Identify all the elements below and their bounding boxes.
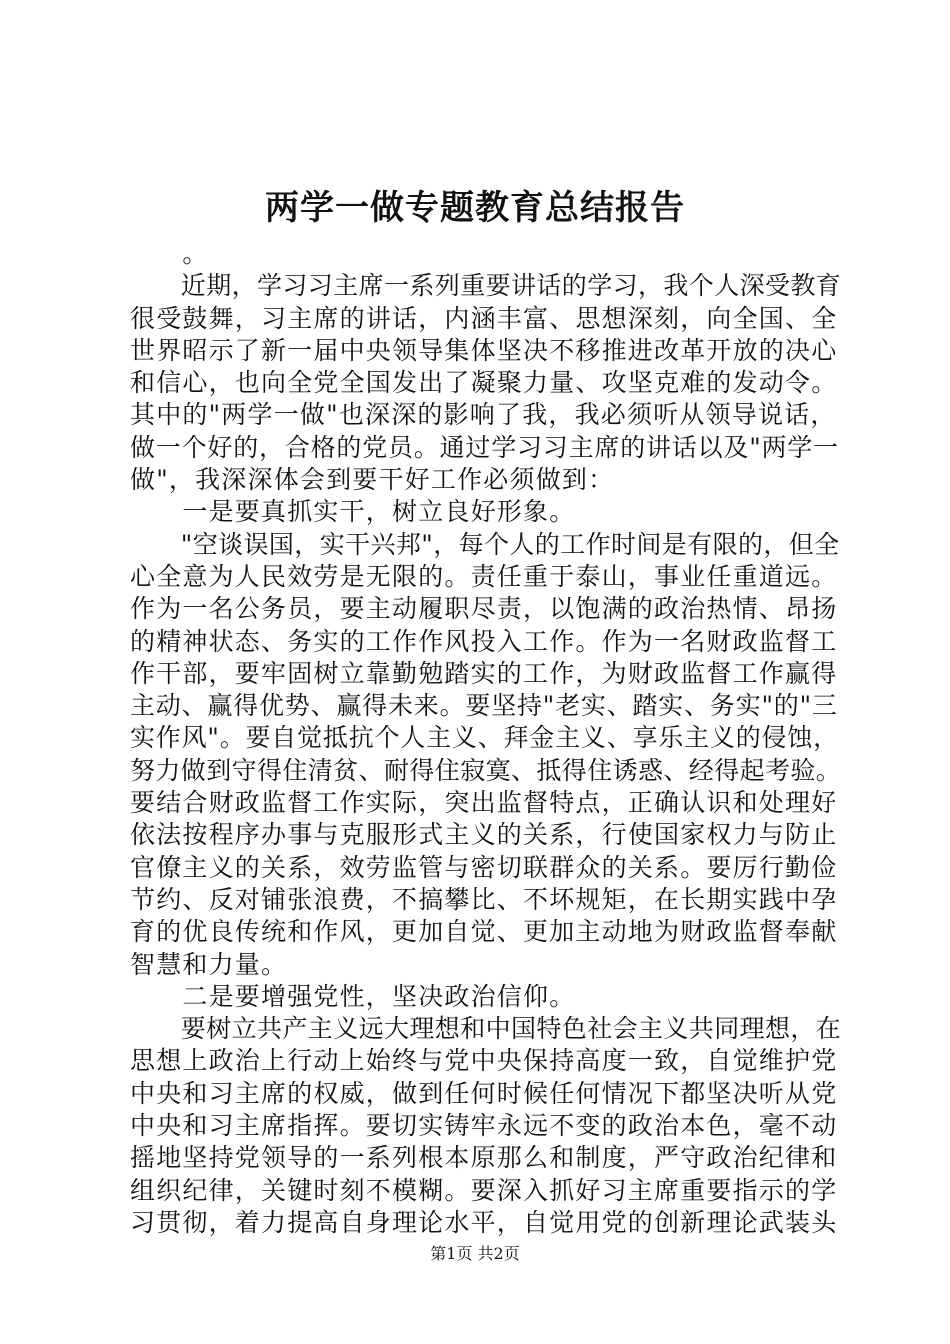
document-body xyxy=(130,238,842,1239)
body-line: 作干部，要牢固树立靠勤勉踏实的工作，为财政监督工作赢得 xyxy=(130,658,838,688)
page-number: 第1页 共2页 xyxy=(430,1244,520,1263)
body-line: 做"，我深深体会到要干好工作必须做到： xyxy=(130,465,615,495)
body-line: 世界昭示了新一届中央领导集体坚决不移推进改革开放的决心 xyxy=(130,335,838,365)
body-line: 习贯彻，着力提高自身理论水平，自觉用党的创新理论武装头 xyxy=(130,1207,838,1237)
body-line: "空谈误国，实干兴邦"，每个人的工作时间是有限的，但全 xyxy=(130,529,840,559)
body-line: 智慧和力量。 xyxy=(130,949,288,979)
body-line: 作为一名公务员，要主动履职尽责，以饱满的政治热情、昂扬 xyxy=(130,594,838,624)
body-line: 依法按程序办事与克服形式主义的关系，行使国家权力与防止 xyxy=(130,820,838,850)
body-line: 官僚主义的关系，效劳监管与密切联群众的关系。要厉行勤俭 xyxy=(130,852,838,882)
body-line: 要结合财政监督工作实际，突出监督特点，正确认识和处理好 xyxy=(130,788,838,818)
body-line: 育的优良传统和作风，更加自觉、更加主动地为财政监督奉献 xyxy=(130,917,838,947)
body-line: 。 xyxy=(130,239,209,268)
body-line: 要树立共产主义远大理想和中国特色社会主义共同理想，在 xyxy=(130,1014,842,1044)
body-line: 思想上政治上行动上始终与党中央保持高度一致，自觉维护党 xyxy=(130,1046,838,1076)
document-title: 两学一做专题教育总结报告 xyxy=(265,188,685,228)
body-line: 实作风"。要自觉抵抗个人主义、拜金主义、享乐主义的侵蚀， xyxy=(130,723,839,753)
body-line: 心全意为人民效劳是无限的。责任重于泰山，事业任重道远。 xyxy=(130,561,838,591)
body-line: 主动、赢得优势、赢得未来。要坚持"老实、踏实、务实"的"三 xyxy=(130,691,838,721)
body-line: 努力做到守得住清贫、耐得住寂寞、抵得住诱惑、经得起考验。 xyxy=(130,755,842,785)
body-line: 二是要增强党性，坚决政治信仰。 xyxy=(130,981,576,1011)
body-line: 节约、反对铺张浪费，不搞攀比、不坏规矩，在长期实践中孕 xyxy=(130,884,838,914)
body-line: 中央和习主席指挥。要切实铸牢永远不变的政治本色，毫不动 xyxy=(130,1111,838,1141)
body-line: 一是要真抓实干，树立良好形象。 xyxy=(130,497,576,527)
body-line: 中央和习主席的权威，做到任何时候任何情况下都坚决听从党 xyxy=(130,1078,838,1108)
page-footer xyxy=(0,1243,950,1265)
body-line: 摇地坚持党领导的一系列根本原那么和制度，严守政治纪律和 xyxy=(130,1143,838,1173)
body-line: 近期，学习习主席一系列重要讲话的学习，我个人深受教育 xyxy=(130,271,842,301)
body-line: 组织纪律，关键时刻不模糊。要深入抓好习主席重要指示的学 xyxy=(130,1175,838,1205)
body-line: 做一个好的，合格的党员。通过学习习主席的讲话以及"两学一 xyxy=(130,432,839,462)
body-line: 的精神状态、务实的工作作风投入工作。作为一名财政监督工 xyxy=(130,626,838,656)
body-line: 和信心，也向全党全国发出了凝聚力量、攻坚克难的发动令。 xyxy=(130,368,838,398)
body-line: 很受鼓舞，习主席的讲话，内涵丰富、思想深刻，向全国、全 xyxy=(130,303,838,333)
body-line: 其中的"两学一做"也深深的影响了我，我必须听从领导说话， xyxy=(130,400,837,430)
